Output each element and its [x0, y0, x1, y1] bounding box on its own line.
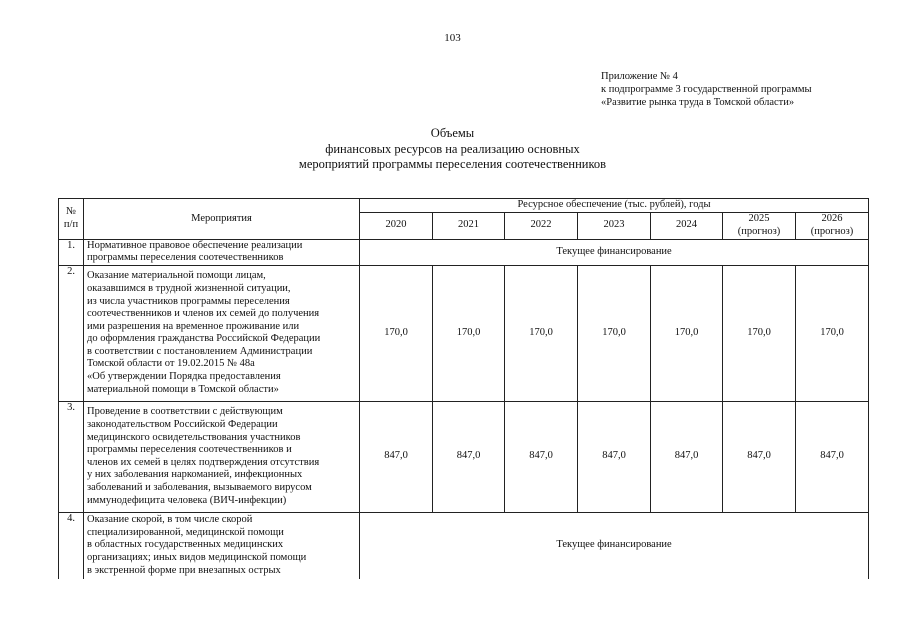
row-number: 4. — [59, 512, 84, 579]
activity-line: программы переселения соотечественников — [87, 252, 284, 264]
value-cell: 170,0 — [433, 265, 505, 401]
activity-line: членов их семей в целях подтверждения отсутствия — [87, 456, 320, 468]
header-year — [651, 212, 723, 239]
activity-line: иммунодефицита человека (ВИЧ-инфекции) — [87, 494, 287, 506]
activity-line: Оказание скорой, в том числе скорой — [87, 514, 253, 526]
table-row — [59, 401, 869, 512]
year-label: 2020 — [385, 219, 407, 231]
activity-line: заболеваний и заболевания, вызываемого вирусом — [87, 481, 312, 493]
row-number: 1. — [59, 239, 84, 265]
activity-line: оказавшимся в трудной жизненной ситуации, — [87, 282, 291, 294]
current-funding: Текущее финансирование — [360, 239, 869, 265]
value-cell: 170,0 — [360, 265, 433, 401]
activity-line: программы переселения соотечественников и — [87, 444, 292, 456]
row-activity — [84, 512, 360, 579]
value-cell: 847,0 — [433, 401, 505, 512]
row-activity — [84, 265, 360, 401]
title-line: мероприятий программы переселения соотечественников — [298, 157, 607, 171]
page-number: 103 — [444, 32, 461, 44]
activity-line: соотечественников и членов их семей до получения — [87, 308, 320, 320]
year-label: 2026 — [821, 213, 843, 224]
activity-line: законодательством Российской Федерации — [87, 419, 278, 430]
row-number: 2. — [59, 265, 84, 401]
activity-line: у них заболевания наркоманией, инфекционных — [87, 469, 303, 481]
table-row — [59, 265, 869, 401]
value-cell: 170,0 — [796, 265, 869, 401]
year-label: 2025 — [748, 213, 770, 224]
activity-line: материальной помощи в Томской области» — [87, 383, 279, 395]
activity-line: специализированной, медицинской помощи — [87, 526, 284, 538]
header-year — [578, 212, 651, 239]
value-cell: 847,0 — [360, 401, 433, 512]
value-cell: 847,0 — [505, 401, 578, 512]
header-year — [505, 212, 578, 239]
appendix-line: к подпрограмме 3 государственной программы — [601, 84, 812, 95]
value-cell: 170,0 — [505, 265, 578, 401]
header-year — [433, 212, 505, 239]
appendix-note — [601, 70, 891, 109]
row-activity — [84, 401, 360, 512]
activity-line: ими разрешения на временное проживание или — [87, 320, 300, 332]
year-label: 2022 — [530, 219, 552, 231]
year-label: 2024 — [676, 219, 697, 231]
value-cell: 170,0 — [578, 265, 651, 401]
title-line: финансовых ресурсов на реализацию основных — [325, 141, 580, 156]
current-funding: Текущее финансирование — [360, 512, 869, 579]
activity-line: в соответствии с постановлением Администрации — [87, 345, 313, 357]
header-number-line: п/п — [63, 218, 79, 230]
value-cell: 847,0 — [796, 401, 869, 512]
value-cell: 847,0 — [723, 401, 796, 512]
activity-line: Проведение в соответствии с действующим — [87, 406, 283, 418]
header-year — [796, 212, 869, 239]
header-number — [59, 199, 84, 240]
value-cell: 847,0 — [651, 401, 723, 512]
header-year — [360, 212, 433, 239]
activity-line: до оформления гражданства Российской Федерации — [87, 333, 321, 345]
row-activity — [84, 239, 360, 265]
activity-line: в областных государственных медицинских — [87, 539, 284, 551]
activity-line: из числа участников программы переселения — [87, 295, 290, 307]
table-row — [59, 239, 869, 265]
appendix-line: Приложение № 4 — [601, 71, 678, 82]
header-resource: Ресурсное обеспечение (тыс. рублей), годы — [360, 199, 869, 213]
year-note: (прогноз) — [737, 225, 781, 237]
activity-line: Оказание материальной помощи лицам, — [87, 270, 266, 282]
activity-line: организациях; иных видов медицинской помощи — [87, 552, 307, 564]
value-cell: 847,0 — [578, 401, 651, 512]
year-label: 2021 — [458, 219, 479, 231]
activity-line: «Об утверждении Порядка предоставления — [87, 371, 281, 383]
activity-line: медицинского освидетельствования участников — [87, 431, 301, 443]
activity-line: в экстренной форме при внезапных острых — [87, 564, 281, 576]
table-row — [59, 512, 869, 579]
year-label: 2023 — [603, 219, 625, 231]
header-activity: Мероприятия — [84, 199, 360, 240]
header-number-line: № — [65, 206, 77, 218]
value-cell: 170,0 — [723, 265, 796, 401]
appendix-line: «Развитие рынка труда в Томской области» — [601, 97, 795, 108]
activity-line: Нормативное правовое обеспечение реализации — [87, 239, 303, 251]
table-header-row — [59, 199, 869, 213]
document-title — [0, 126, 905, 173]
value-cell: 170,0 — [651, 265, 723, 401]
row-number: 3. — [59, 401, 84, 512]
year-note: (прогноз) — [810, 225, 854, 237]
funding-table — [58, 198, 869, 579]
header-year — [723, 212, 796, 239]
activity-line: Томской области от 19.02.2015 № 48а — [87, 358, 255, 370]
title-line: Объемы — [430, 126, 475, 140]
